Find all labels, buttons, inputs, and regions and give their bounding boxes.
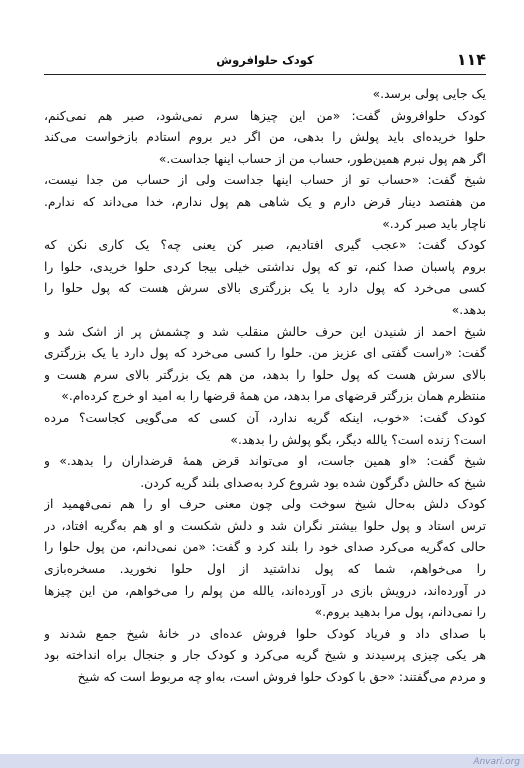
page-header <box>44 50 486 72</box>
text-line: در آورده‌اند، درویش بازی در آورده‌اند، یالله من پولم را می‌خواهم، من این چیزها <box>44 583 486 598</box>
text-line: گفت: «راست گفتی ای عزیز من. حلوا را کسی می‌خرد که پول دارد یا یک بزرگتری <box>44 346 486 361</box>
paragraph <box>44 494 486 624</box>
text-line: شیخ گفت: «او همین جاست، او می‌تواند قرض همهٔ قرضداران را بدهد.» و <box>44 454 486 469</box>
text-line: کودک دلش به‌حال شیخ سوخت ولی چون معنی حرف او را هم نمی‌فهمید از <box>44 497 486 512</box>
text-line: بروم پاسبان صدا کنم، تو که پول نداشتی خیلی بیجا کردی حلوا خریدی، حلوا را <box>44 259 486 274</box>
paragraph <box>44 106 486 171</box>
paragraph <box>44 624 486 689</box>
text-line: کودک گفت: «خوب، اینکه گریه ندارد، آن کسی که می‌گویی کجاست؟ مرده <box>44 410 486 425</box>
paragraph <box>44 170 486 235</box>
text-line: کسی می‌خرد که پول دارد یا یک بزرگتری بالای سرش هست که پول حلوا را <box>44 281 486 296</box>
text-line: حلوا خریده‌ای باید پولش را بدهی، من اگر دیر بروم استادم بازخواست می‌کند <box>44 130 486 145</box>
text-line: شیخ گفت: «حساب تو از حساب اینها جداست ولی از حساب من جدا نیست، <box>44 173 486 188</box>
text-line: هر یکی چیزی پرسیدند و شیخ گریه می‌کرد و کودک جار و جنجال براه انداخته بود <box>44 648 486 663</box>
text-line: بالای سرش هست که پول حلوا را بدهد، من هم یک بزرگتر بالای سرم هست و <box>44 367 486 382</box>
text-line: را نمی‌دانم، پول مرا بدهید بروم.» <box>314 605 486 620</box>
paragraph <box>44 408 486 451</box>
text-line: من هفتصد دینار قرض دارم و یک شاهی هم پول ندارم، خدا می‌داند که ندارم. <box>44 194 486 209</box>
paragraph <box>44 451 486 494</box>
text-line: کودک حلوافروش گفت: «من این چیزها سرم نمی‌شود، صبر هم نمی‌کنم، <box>44 108 486 123</box>
running-title: کودک حلوافروش <box>216 53 314 67</box>
text-line: شیخ احمد از شنیدن این حرف حالش منقلب شد و چشمش پر از اشک شد و <box>44 324 486 339</box>
text-line: منتظرم همان بزرگتر قرضهای مرا بدهد، من همهٔ قرضها را به امید او خرج کرده‌ام.» <box>61 389 486 404</box>
paragraph <box>44 84 486 106</box>
text-line: حالی که‌گریه می‌کرد صدای خود را بلند کرد و گفت: «من نمی‌دانم، من پول حلوا را <box>44 540 486 555</box>
footer-bar <box>0 754 524 768</box>
text-line: با صدای داد و فریاد کودک حلوا فروش عده‌ای در خانهٔ شیخ جمع شدند و <box>44 626 486 641</box>
text-line: و مردم می‌گفتند: «حق با کودک حلوا فروش است، به‌او چه مربوط است که شیخ <box>77 670 486 685</box>
text-line: ناچار باید صبر کرد.» <box>382 216 486 231</box>
text-line: کودک گفت: «عجب گیری افتادیم، صبر کن یعنی چه؟ یک کاری نکن که <box>44 238 486 253</box>
watermark: Anvari.org <box>473 757 520 767</box>
text-line: را می‌خواهم، شما که پول نداشتید از اول حلوا نخورید. مسخره‌بازی <box>44 562 486 577</box>
text-line: اگر هم پول نبرم همین‌طور، حساب من از حساب اینها جداست.» <box>158 151 486 166</box>
paragraph <box>44 235 486 321</box>
header-divider <box>44 74 486 75</box>
body-text <box>44 84 486 689</box>
page-number: ۱۱۴ <box>456 50 486 69</box>
text-line: یک جایی پولی برسد.» <box>372 87 486 101</box>
text-line: بدهد.» <box>451 302 486 317</box>
paragraph <box>44 322 486 408</box>
text-line: است؟ زنده است؟ یالله دیگر، بگو پولش را بدهد.» <box>230 432 486 447</box>
text-line: شیخ که حالش دگرگون شده بود شروع کرد به‌صدای بلند گریه کردن. <box>140 475 486 490</box>
text-line: ترس استاد و پول حلوا بیشتر نگران شد و دلش شکست و او هم به‌گریه افتاد، در <box>44 518 486 533</box>
